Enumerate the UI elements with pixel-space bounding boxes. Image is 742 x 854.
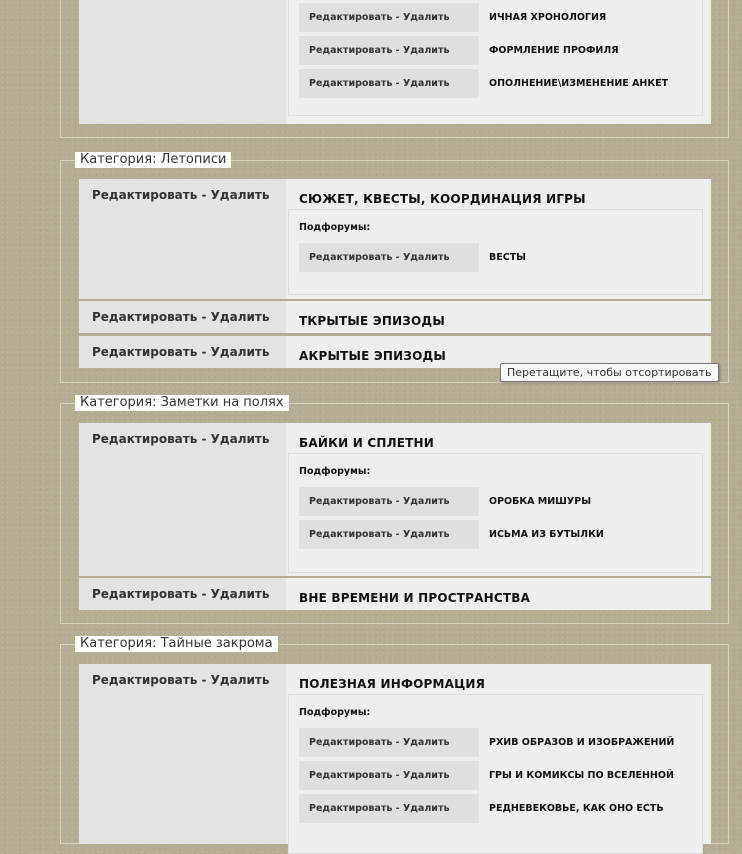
edit-link[interactable]: Редактировать <box>92 310 198 324</box>
subforum-actions[interactable]: Редактировать - Удалить <box>299 794 479 823</box>
edit-link[interactable]: Редактировать <box>309 252 393 263</box>
delete-link[interactable]: Удалить <box>402 12 450 23</box>
delete-link[interactable]: Удалить <box>402 803 450 814</box>
forum-name[interactable]: ТКРЫТЫЕ ЭПИЗОДЫ <box>299 314 445 328</box>
subforums-box <box>288 0 703 116</box>
subforums-label: Подфорумы: <box>299 466 371 477</box>
subforum-name[interactable]: ВЕСТЫ <box>489 252 527 263</box>
forum-name[interactable]: ВНЕ ВРЕМЕНИ И ПРОСТРАНСТВА <box>299 591 531 605</box>
forum-name[interactable]: ПОЛЕЗНАЯ ИНФОРМАЦИЯ <box>299 677 486 691</box>
forum-actions[interactable]: Редактировать - Удалить <box>79 664 286 844</box>
delete-link[interactable]: Удалить <box>210 432 270 446</box>
subforum-item[interactable] <box>299 520 604 549</box>
edit-link[interactable]: Редактировать <box>309 529 393 540</box>
forum-actions[interactable]: Редактировать - Удалить <box>79 423 286 576</box>
subforum-item[interactable] <box>299 36 619 65</box>
edit-link[interactable]: Редактировать <box>309 12 393 23</box>
subforums-box <box>288 209 703 295</box>
forum-actions[interactable]: Редактировать - Удалить <box>79 179 286 299</box>
category-title[interactable]: Категория: Заметки на полях <box>75 395 289 411</box>
forum-name[interactable]: СЮЖЕТ, КВЕСТЫ, КООРДИНАЦИЯ ИГРЫ <box>299 192 586 206</box>
category-zametki <box>60 395 729 624</box>
forum-row[interactable] <box>79 578 711 610</box>
delete-link[interactable]: Удалить <box>210 345 270 359</box>
delete-link[interactable]: Удалить <box>402 252 450 263</box>
subforum-name[interactable]: ФОРМЛЕНИЕ ПРОФИЛЯ <box>489 45 619 56</box>
delete-link[interactable]: Удалить <box>402 529 450 540</box>
subforum-item[interactable] <box>299 761 674 790</box>
edit-link[interactable]: Редактировать <box>309 496 393 507</box>
forum-actions[interactable]: Редактировать - Удалить <box>79 301 286 333</box>
edit-link[interactable]: Редактировать <box>92 345 198 359</box>
forum-name[interactable]: АКРЫТЫЕ ЭПИЗОДЫ <box>299 349 447 363</box>
subforums-label: Подфорумы: <box>299 707 371 718</box>
subforum-actions[interactable]: Редактировать - Удалить <box>299 728 479 757</box>
subforum-actions[interactable]: Редактировать - Удалить <box>299 36 479 65</box>
delete-link[interactable]: Удалить <box>210 587 270 601</box>
delete-link[interactable]: Удалить <box>402 496 450 507</box>
category-letopisi <box>60 152 729 383</box>
subforum-item[interactable] <box>299 69 668 98</box>
category-top <box>60 0 729 138</box>
category-zakroma <box>60 636 729 844</box>
subforum-name[interactable]: ГРЫ И КОМИКСЫ ПО ВСЕЛЕННОЙ <box>489 770 674 781</box>
subforum-actions[interactable]: Редактировать - Удалить <box>299 520 479 549</box>
category-title[interactable]: Категория: Летописи <box>75 152 231 168</box>
subforum-item[interactable] <box>299 3 606 32</box>
forum-actions[interactable]: Редактировать - Удалить <box>79 336 286 368</box>
subforums-box <box>288 453 703 573</box>
subforum-actions[interactable]: Редактировать - Удалить <box>299 761 479 790</box>
forum-row[interactable] <box>79 301 711 336</box>
subforums-box <box>288 694 703 854</box>
subforum-item[interactable] <box>299 794 664 823</box>
subforum-name[interactable]: ИЧНАЯ ХРОНОЛОГИЯ <box>489 12 607 23</box>
delete-link[interactable]: Удалить <box>210 673 270 687</box>
subforum-name[interactable]: ОПОЛНЕНИЕ\ИЗМЕНЕНИЕ АНКЕТ <box>489 78 669 89</box>
subforum-name[interactable]: РЕДНЕВЕКОВЬЕ, КАК ОНО ЕСТЬ <box>489 803 664 814</box>
delete-link[interactable]: Удалить <box>402 737 450 748</box>
edit-link[interactable]: Редактировать <box>309 737 393 748</box>
edit-link[interactable]: Редактировать <box>309 45 393 56</box>
delete-link[interactable]: Удалить <box>402 78 450 89</box>
forum-actions[interactable]: Редактировать - Удалить <box>79 578 286 610</box>
edit-link[interactable]: Редактировать <box>309 770 393 781</box>
edit-link[interactable]: Редактировать <box>92 673 198 687</box>
subforum-actions[interactable]: Редактировать - Удалить <box>299 487 479 516</box>
subforum-name[interactable]: РХИВ ОБРАЗОВ И ИЗОБРАЖЕНИЙ <box>489 737 675 748</box>
subforum-item[interactable] <box>299 487 591 516</box>
subforum-item[interactable] <box>299 728 674 757</box>
delete-link[interactable]: Удалить <box>210 310 270 324</box>
delete-link[interactable]: Удалить <box>402 770 450 781</box>
subforum-actions[interactable]: Редактировать - Удалить <box>299 243 479 272</box>
edit-link[interactable]: Редактировать <box>92 188 198 202</box>
forum-actions <box>79 0 286 124</box>
edit-link[interactable]: Редактировать <box>92 432 198 446</box>
subforum-name[interactable]: ОРОБКА МИШУРЫ <box>489 496 592 507</box>
delete-link[interactable]: Удалить <box>402 45 450 56</box>
edit-link[interactable]: Редактировать <box>309 803 393 814</box>
sort-tooltip: Перетащите, чтобы отсортировать <box>500 363 719 382</box>
edit-link[interactable]: Редактировать <box>309 78 393 89</box>
forum-body <box>286 301 711 333</box>
subforum-name[interactable]: ИСЬМА ИЗ БУТЫЛКИ <box>489 529 604 540</box>
delete-link[interactable]: Удалить <box>210 188 270 202</box>
category-title[interactable]: Категория: Тайные закрома <box>75 636 278 652</box>
subforum-actions[interactable]: Редактировать - Удалить <box>299 3 479 32</box>
subforum-actions[interactable]: Редактировать - Удалить <box>299 69 479 98</box>
edit-link[interactable]: Редактировать <box>92 587 198 601</box>
forum-name[interactable]: БАЙКИ И СПЛЕТНИ <box>299 436 435 450</box>
subforum-item[interactable] <box>299 243 526 272</box>
subforums-label: Подфорумы: <box>299 222 371 233</box>
forum-body <box>286 578 711 610</box>
